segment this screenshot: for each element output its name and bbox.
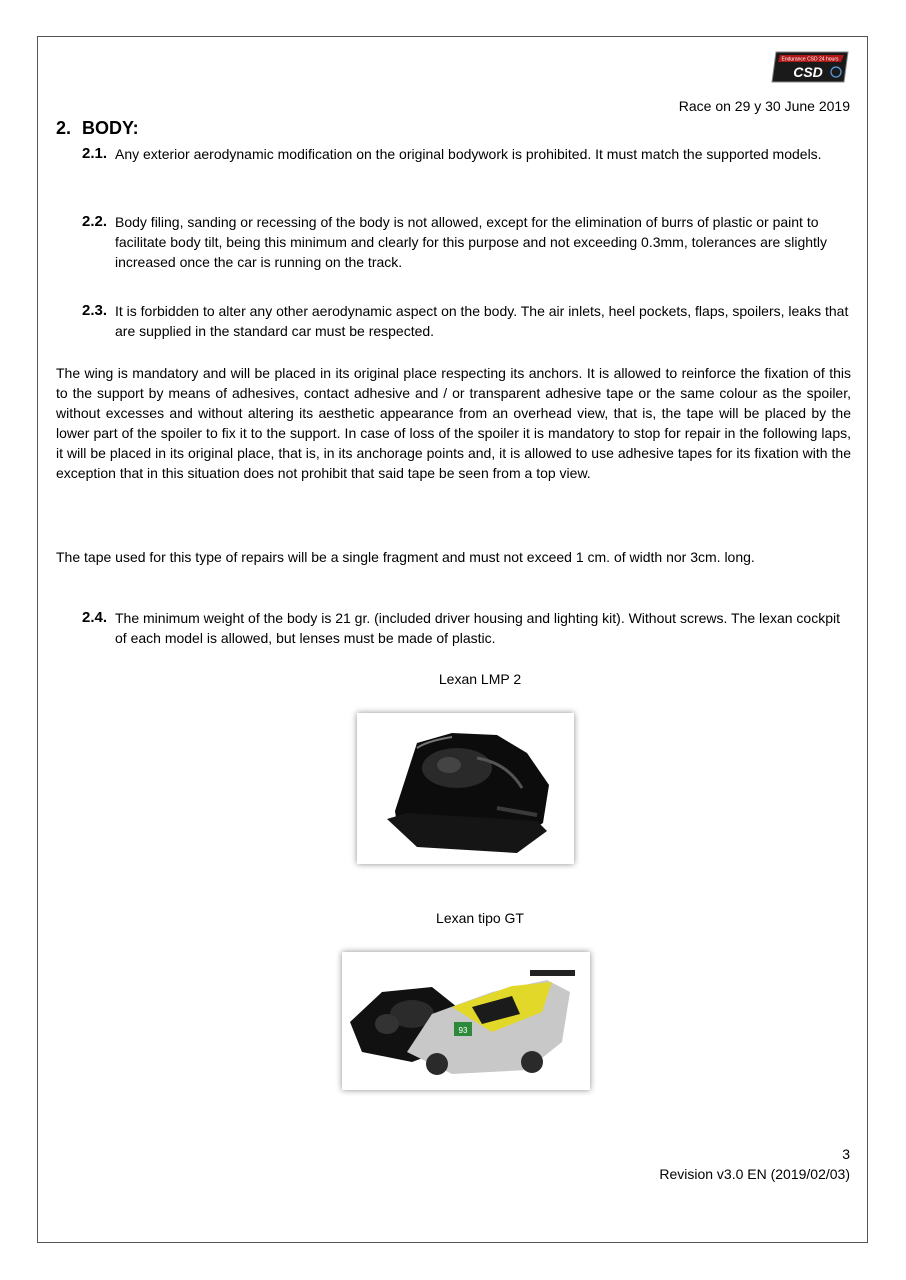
rule-number: 2.3. xyxy=(82,302,108,319)
rule-text: The minimum weight of the body is 21 gr. (included driver housing and lighting kit). Without screws. The lexan cockpit of each model is allowed, but lenses must be made of plastic. xyxy=(115,610,840,646)
car-number: 93 xyxy=(458,1026,468,1035)
rule-text: Body filing, sanding or recessing of the body is not allowed, except for the elimination of burrs of plastic or paint to facilitate body tilt, being this minimum and clearly for this purpose and not exceeding 0.3mm, tolerances are slightly increased once the car is running on the track. xyxy=(115,214,828,270)
lexan-cockpit-illustration xyxy=(357,713,574,864)
rule-item-2-3 xyxy=(82,301,852,341)
rule-number: 2.1. xyxy=(82,145,108,162)
logo-subtitle: Endurance CSD 24 hours xyxy=(781,56,839,63)
revision-label: Revision v3.0 EN (2019/02/03) xyxy=(659,1166,850,1182)
wing-paragraph: The wing is mandatory and will be placed in its original place respecting its anchors. It is allowed to reinforce the fixation of this to the support by means of adhesives, contact adhesive and / or transparent adhesive tape or the same colour as the spoiler, without excesses and without altering its aesthetic appearance from an overhead view, that is, the tape will be placed by the lower part of the spoiler to fix it to the support. In case of loss of the spoiler it is mandatory to stop for repair in the following laps, it will be placed in its original place, that is, in its anchorage points and, it is allowed to use adhesive tapes for its fixation with the exception that in this situation does not prohibit that said tape be seen from a top view. xyxy=(56,365,851,481)
page-number: 3 xyxy=(842,1146,850,1162)
race-date: Race on 29 y 30 June 2019 xyxy=(678,98,850,114)
lexan-lmp2-photo xyxy=(357,713,574,864)
logo-text: CSD xyxy=(793,64,823,80)
figure-caption-lmp2: Lexan LMP 2 xyxy=(438,671,522,687)
section-title: BODY: xyxy=(82,118,139,138)
section-number: 2. xyxy=(56,118,72,138)
rule-number: 2.4. xyxy=(82,609,108,626)
rule-item-2-1 xyxy=(82,144,852,164)
gt-car-illustration xyxy=(342,952,590,1090)
rule-text: It is forbidden to alter any other aerodynamic aspect on the body. The air inlets, heel pockets, flaps, spoilers, leaks that are supplied in the standard car must be respected. xyxy=(115,303,849,339)
section-heading xyxy=(56,118,139,139)
tape-paragraph: The tape used for this type of repairs will be a single fragment and must not exceed 1 cm. of width nor 3cm. long. xyxy=(56,549,755,565)
rule-item-2-2 xyxy=(82,212,852,272)
rule-number: 2.2. xyxy=(82,213,108,230)
csd-logo xyxy=(770,50,850,84)
rule-text: Any exterior aerodynamic modification on the original bodywork is prohibited. It must match the supported models. xyxy=(115,146,822,162)
rule-item-2-4 xyxy=(82,608,852,648)
lexan-gt-photo xyxy=(342,952,590,1090)
figure-caption-gt: Lexan tipo GT xyxy=(436,910,524,926)
